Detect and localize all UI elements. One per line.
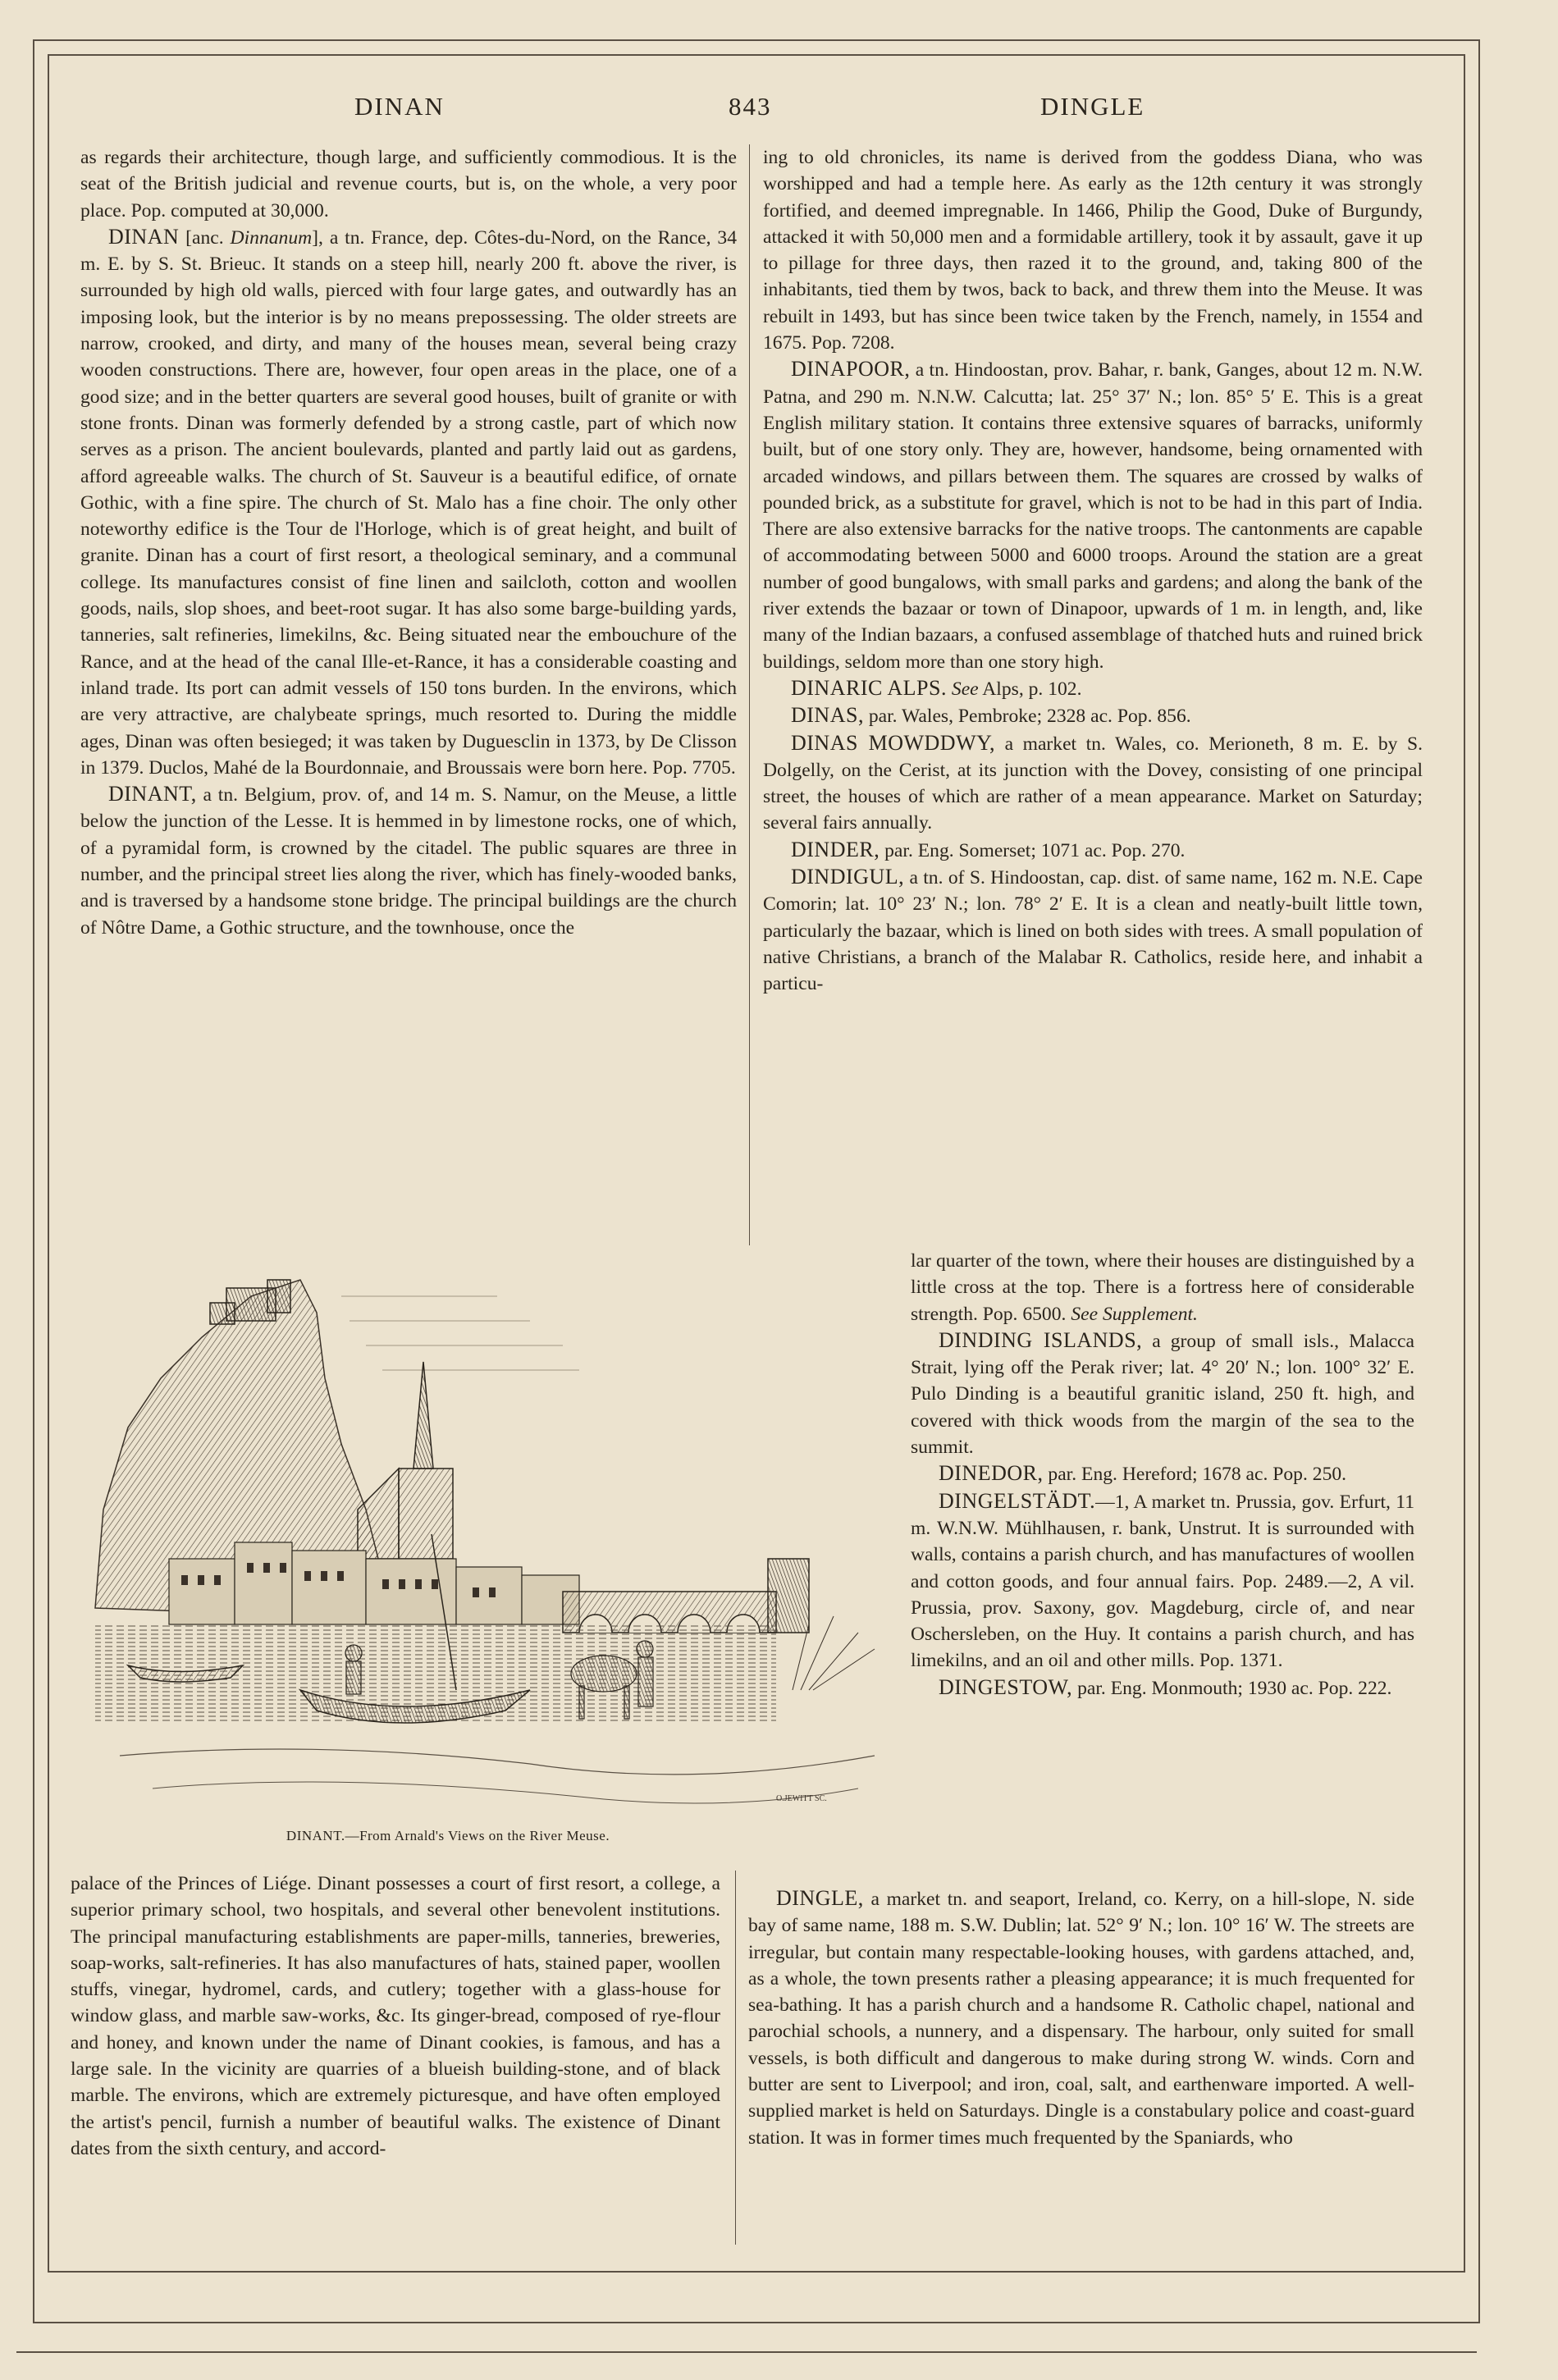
church-notre-dame — [358, 1362, 453, 1559]
entry-dinapoor — [763, 356, 1423, 675]
entry-dingestow — [911, 1674, 1414, 1702]
running-head — [48, 92, 1462, 133]
entry-latin-name: Dinnanum — [230, 226, 313, 249]
cross-reference-supplement: See Supplement. — [1071, 1303, 1198, 1325]
entry-dinas-mowddwy — [763, 730, 1423, 837]
running-head-right: DINGLE — [1040, 92, 1145, 121]
foreground-bank — [120, 1749, 875, 1775]
entry-dinan — [80, 224, 737, 781]
entry-dinaric-alps — [763, 675, 1423, 702]
left-column-bottom — [71, 1871, 720, 2258]
dindigul-continued-paragraph — [911, 1248, 1414, 1327]
entry-headword: DINEDOR, — [939, 1461, 1044, 1486]
entry-text: a tn. of S. Hindoostan, cap. dist. of same name, 162 m. N.E. Cape Comorin; lat. 10° 23′ N.; lon. 78° 2′ E. It is a clean and neatly-built little town, particularly the bazaar, which is lined on both sides with trees. A small population of native Christians, a branch of the Malabar R. Catholics, reside here, and inhabit a particu- — [763, 867, 1423, 995]
dinant-engraving — [71, 1263, 891, 1838]
cross-reference-see: See — [951, 678, 979, 700]
column-rule-bottom — [735, 1871, 736, 2245]
entry-headword: DINGLE, — [776, 1886, 864, 1910]
entry-text: a market tn. Wales, co. Merioneth, 8 m. E. by S. Dolgelly, on the Cerist, at its junction with the Dovey, consisting of one principal street, the houses of which are rather of a mean appearance. Market on Saturday; several fairs annually. — [763, 733, 1423, 834]
entry-headword: DINAN — [108, 224, 180, 249]
entry-text: ], a tn. France, dep. Côtes-du-Nord, on the Rance, 34 m. E. by S. St. Brieuc. It stands on a steep hill, nearly 200 ft. above the river, is surrounded by high old walls, pierced with four large gates, and outwardly has an imposing look, but the interior is by no means prepossessing. The older streets are narrow, crooked, and dirty, and many of the houses mean, several being crazy wooden constructions. There are, however, four open areas in the place, one of a good size; and in the better quarters are several good houses, built of granite or with stone fronts. Dinan was formerly defended by a strong castle, part of which now serves as a prison. The ancient boulevards, planted and partly laid out as gardens, afford agreeable walks. The church of St. Sauveur is a beautiful edifice, of ornate Gothic, with a fine spire. The church of St. Malo has a fine choir. The only other noteworthy edifice is the Tour de l'Horloge, which is of great height, and built of granite. Dinan has a court of first resort, a theological seminary, and a communal college. Its manufactures consist of fine linen and sailcloth, cotton and woollen goods, nails, slop shoes, and beet-root sugar. It has also some barge-building yards, tanneries, salt refineries, limekilns, &c. Being situated near the embouchure of the Rance, and at the head of the canal Ille-et-Rance, it has a considerable coasting and inland trade. Its port can admit vessels of 150 tons burden. In the environs, which are very attractive, are chalybeate springs, much resorted to. During the middle ages, Dinan was often besieged; it was taken by Duguesclin in 1373, by De Clisson in 1379. Duclos, Mahé de la Bourdonnaie, and Broussais were born here. Pop. 7705. — [80, 226, 737, 779]
entry-headword: DINDING ISLANDS, — [939, 1327, 1143, 1352]
entry-headword: DINGESTOW, — [939, 1674, 1073, 1699]
right-column-wrap — [911, 1248, 1414, 1885]
right-column-top — [763, 144, 1423, 1248]
entry-dingle — [748, 1885, 1414, 2151]
entry-headword: DINGELSTÄDT. — [939, 1488, 1096, 1513]
entry-dinedor — [911, 1460, 1414, 1487]
dinant-continued-paragraph-2: palace of the Princes of Liége. Dinant possesses a court of first resort, a college, a superior primary school, two hospitals, and several other benevolent institutions. The principal manufacturing establishments are paper-mills, tanneries, breweries, soap-works, salt-refineries. It has also manufactures of hats, stained paper, woollen stuffs, vinegar, hydromel, cards, and cutlery; together with a glass-house for window glass, and marble saw-works, &c. Its ginger-bread, composed of rye-flour and honey, and known under the name of Dinant cookies, is famous, and has a large sale. In the vicinity are quarries of a blueish building-stone, and of black marble. The environs, which are extremely picturesque, and have often employed the artist's pencil, furnish a number of beautiful walks. The existence of Dinant dates from the sixth century, and accord- — [71, 1873, 720, 2159]
entry-dindigul — [763, 864, 1423, 997]
entry-text: [anc. — [185, 226, 224, 249]
sky-lines — [341, 1296, 579, 1370]
column-rule-top — [749, 144, 750, 1245]
entry-headword: DINANT, — [108, 782, 197, 806]
entry-dinding-islands — [911, 1327, 1414, 1460]
entry-text: a tn. Hindoostan, prov. Bahar, r. bank, Ganges, about 12 m. N.W. Patna, and 290 m. N.N.W. Calcutta; lat. 25° 37′ N.; lon. 85° 5′ E. This is a great English military station. It contains three extensive squares of barracks, uniformly built, but of one story only. They are, however, handsome, being ornamented with arcaded windows, and pillars between them. The squares are crossed by walks of pounded brick, as a substitute for gravel, which is not to be had in this part of India. There are also extensive barracks for the native troops. The cantonments are capable of accommodating between 5000 and 6000 troops. Around the station are a great number of good bungalows, with small parks and gardens; and along the bank of the river extends the bazaar or town of Dinapoor, upwards of 1 m. in length, and, like many of the Indian bazaars, a confused assemblage of thatched huts and ruined brick buildings, seldom more than one story high. — [763, 359, 1423, 673]
entry-text: par. Eng. Hereford; 1678 ac. Pop. 250. — [1048, 1464, 1347, 1486]
entry-headword: DINAS, — [791, 703, 864, 728]
bottom-rule — [16, 2351, 1477, 2353]
entry-headword: DINAPOOR, — [791, 357, 911, 381]
entry-headword: DINDIGUL, — [791, 865, 905, 889]
entry-headword: DINDER, — [791, 837, 880, 861]
cross-reference: Alps, p. 102. — [982, 678, 1082, 700]
entry-text: a tn. Belgium, prov. of, and 14 m. S. Namur, on the Meuse, a little below the junction of the Lesse. It is hemmed in by limestone rocks, one of which, of a pyramidal form, is crowned by the citadel. The public squares are three in number, and the principal street lies along the river, which has finely-wooded banks, and is traversed by a handsome stone bridge. The principal buildings are the church of Nôtre Dame, a Gothic structure, and the townhouse, once the — [80, 784, 737, 939]
engraving-caption: DINANT.—From Arnald's Views on the River Meuse. — [286, 1828, 610, 1843]
dinant-history-paragraph: ing to old chronicles, its name is derived from the goddess Diana, who was worshipped and had a temple here. As early as the 12th century it was strongly fortified, and deemed impregnable. In 1466, Philip the Good, Duke of Burgundy, attacked it with 50,000 men and a formidable artillery, took it by assault, gave it up to pillage for three days, then razed it to the ground, and, taking 800 of the inhabitants, tied them by twos, back to back, and threw them into the Meuse. It was rebuilt in 1493, but has since been twice taken by the French, namely, in 1554 and 1675. Pop. 7208. — [763, 147, 1423, 354]
entry-dinas — [763, 702, 1423, 729]
entry-text: par. Eng. Monmouth; 1930 ac. Pop. 222. — [1077, 1677, 1392, 1699]
entry-text: lar quarter of the town, where their houses are distinguished by a little cross at the top. There is a fortress here of considerable strength. Pop. 6500. — [911, 1250, 1414, 1325]
page-number: 843 — [729, 92, 772, 121]
entry-text: a group of small isls., Malacca Strait, lying off the Perak river; lat. 4° 20′ N.; lon. 100° 32′ E. Pulo Dinding is a beautiful granitic island, 250 ft. high, and covered with thick woods from the margin of the sea to the summit. — [911, 1330, 1414, 1459]
entry-dingelstadt — [911, 1488, 1414, 1674]
entry-dinder — [763, 837, 1423, 864]
entry-text: par. Eng. Somerset; 1071 ac. Pop. 270. — [884, 839, 1186, 861]
right-column-bottom — [748, 1885, 1414, 2230]
left-column-top — [80, 144, 737, 1244]
entry-text: a market tn. and seaport, Ireland, co. Kerry, on a hill-slope, N. side bay of same name, 188 m. S.W. Dublin; lat. 52° 9′ N.; lon. 10° 16′ W. The streets are irregular, but contain many respectable-looking houses, with gardens attached, and, as a whole, the town presents rather a pleasing appearance; it is much frequented for sea-bathing. It has a parish church and a handsome R. Catholic chapel, national and parochial schools, a nunnery, and a dispensary. The harbour, only suited for small vessels, is both difficult and dangerous to make during strong W. winds. Corn and butter are sent to Liverpool; and iron, coal, salt, and earthenware imported. A well-supplied market is held on Saturdays. Dingle is a constabulary police and coast-guard station. It was in former times much frequented by the Spaniards, who — [748, 1889, 1414, 2149]
dinant-continued-paragraph: as regards their architecture, though large, and sufficiently commodious. It is the seat of the British judicial and revenue courts, but is, on the whole, a very poor place. Pop. computed at 30,000. — [80, 147, 737, 222]
stone-bridge — [563, 1559, 809, 1633]
engraver-signature: O.JEWITT SC. — [776, 1794, 827, 1803]
entry-text: —1, A market tn. Prussia, gov. Erfurt, 11 m. W.N.W. Mühlhausen, r. bank, Unstrut. It is surrounded with walls, contains a parish church, and has manufactures of woollen and cotton goods, and four annual fairs. Pop. 2489.—2, A vil. Prussia, prov. Saxony, gov. Magdeburg, circle of, and near Oschersleben, on the Huy. It contains a parish church, and has limekilns, and an oil and other mills. Pop. 1371. — [911, 1491, 1414, 1672]
entry-headword: DINARIC ALPS. — [791, 675, 947, 700]
entry-dinant — [80, 781, 737, 941]
running-head-left: DINAN — [354, 92, 445, 121]
entry-headword: DINAS MOWDDWY, — [791, 730, 996, 755]
entry-text: par. Wales, Pembroke; 2328 ac. Pop. 856. — [868, 706, 1191, 728]
